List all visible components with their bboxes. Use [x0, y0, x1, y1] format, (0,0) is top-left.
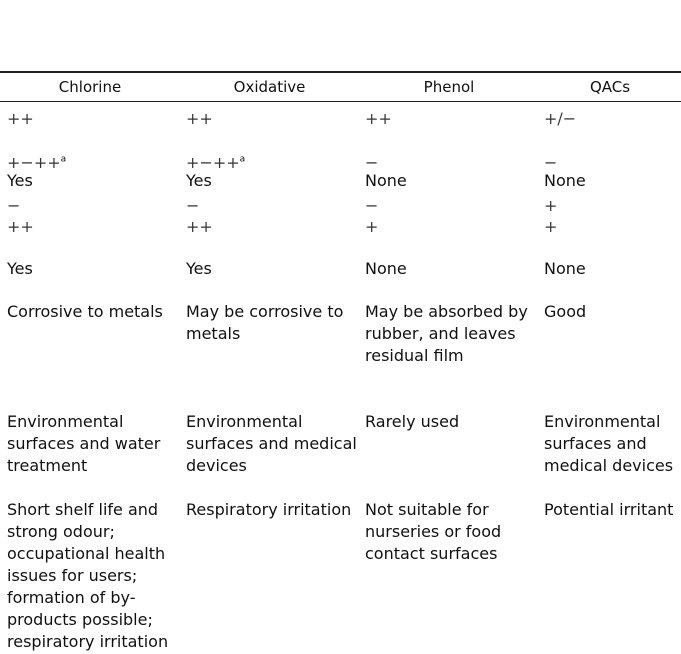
cell-text: ++	[365, 109, 392, 128]
table-cell	[186, 258, 358, 280]
table-cell	[186, 411, 358, 477]
table-cell	[7, 216, 179, 238]
cell-text: Yes	[7, 259, 33, 278]
table-top-rule	[0, 71, 681, 73]
table-cell	[7, 170, 179, 192]
cell-text: May be corrosive to metals	[186, 302, 344, 343]
table-cell	[544, 258, 679, 280]
cell-text: Environmental surfaces and water treatment	[7, 412, 161, 475]
table-cell	[544, 301, 679, 323]
cell-text: Short shelf life and strong odour; occupational health issues for users; formation of by-products possible; respiratory irritation	[7, 500, 169, 651]
cell-text: ++	[7, 217, 34, 236]
cell-text: +−++	[186, 153, 240, 172]
table-cell	[365, 499, 537, 565]
cell-text: +/−	[544, 109, 577, 128]
table-cell	[544, 411, 679, 477]
table-cell	[365, 301, 537, 367]
column-header: Oxidative	[233, 78, 306, 96]
table-cell	[186, 499, 358, 521]
footnote-marker: a	[239, 154, 246, 165]
cell-text: Corrosive to metals	[7, 302, 163, 321]
cell-text: +	[365, 217, 379, 236]
cell-text: +	[544, 217, 558, 236]
cell-text: −	[544, 153, 558, 172]
column-header: QACs	[589, 78, 631, 96]
cell-text: Respiratory irritation	[186, 500, 352, 519]
cell-text: None	[544, 171, 586, 190]
table-cell	[7, 411, 179, 477]
cell-text: Yes	[186, 259, 212, 278]
cell-text: Environmental surfaces and medical devices	[186, 412, 357, 475]
cell-text: Environmental surfaces and medical devices	[544, 412, 674, 475]
table-cell	[544, 499, 679, 521]
table-cell	[186, 301, 358, 345]
table-cell	[544, 108, 679, 130]
cell-text: Yes	[7, 171, 33, 190]
cell-text: −	[7, 196, 21, 215]
table-cell	[365, 170, 537, 192]
table-cell	[7, 195, 179, 217]
column-header: Chlorine	[58, 78, 122, 96]
table-cell	[365, 258, 537, 280]
table-cell	[544, 195, 679, 217]
table-cell	[544, 170, 679, 192]
cell-text: None	[365, 171, 407, 190]
table-cell	[365, 195, 537, 217]
table-cell	[7, 258, 179, 280]
table-cell	[365, 108, 537, 130]
table-cell	[186, 108, 358, 130]
cell-text: None	[544, 259, 586, 278]
table-cell	[186, 216, 358, 238]
table-cell	[7, 301, 179, 323]
cell-text: ++	[186, 109, 213, 128]
cell-text: +	[544, 196, 558, 215]
cell-text: Not suitable for nurseries or food contact surfaces	[365, 500, 502, 563]
cell-text: ++	[186, 217, 213, 236]
table-cell	[365, 411, 537, 433]
column-header: Phenol	[423, 78, 475, 96]
cell-text: Good	[544, 302, 587, 321]
table-cell	[365, 216, 537, 238]
table-cell	[7, 108, 179, 130]
cell-text: ++	[7, 109, 34, 128]
cell-text: Yes	[186, 171, 212, 190]
footnote-marker: a	[60, 154, 67, 165]
cell-text: Rarely used	[365, 412, 460, 431]
cell-text: −	[365, 196, 379, 215]
table-cell	[544, 216, 679, 238]
header-rule	[0, 101, 681, 102]
table-cell	[186, 195, 358, 217]
cell-text: −	[365, 153, 379, 172]
cell-text: Potential irritant	[544, 500, 674, 519]
cell-text: May be absorbed by rubber, and leaves residual film	[365, 302, 528, 365]
table-cell	[7, 499, 179, 653]
cell-text: −	[186, 196, 200, 215]
table-cell	[186, 170, 358, 192]
cell-text: +−++	[7, 153, 61, 172]
cell-text: None	[365, 259, 407, 278]
